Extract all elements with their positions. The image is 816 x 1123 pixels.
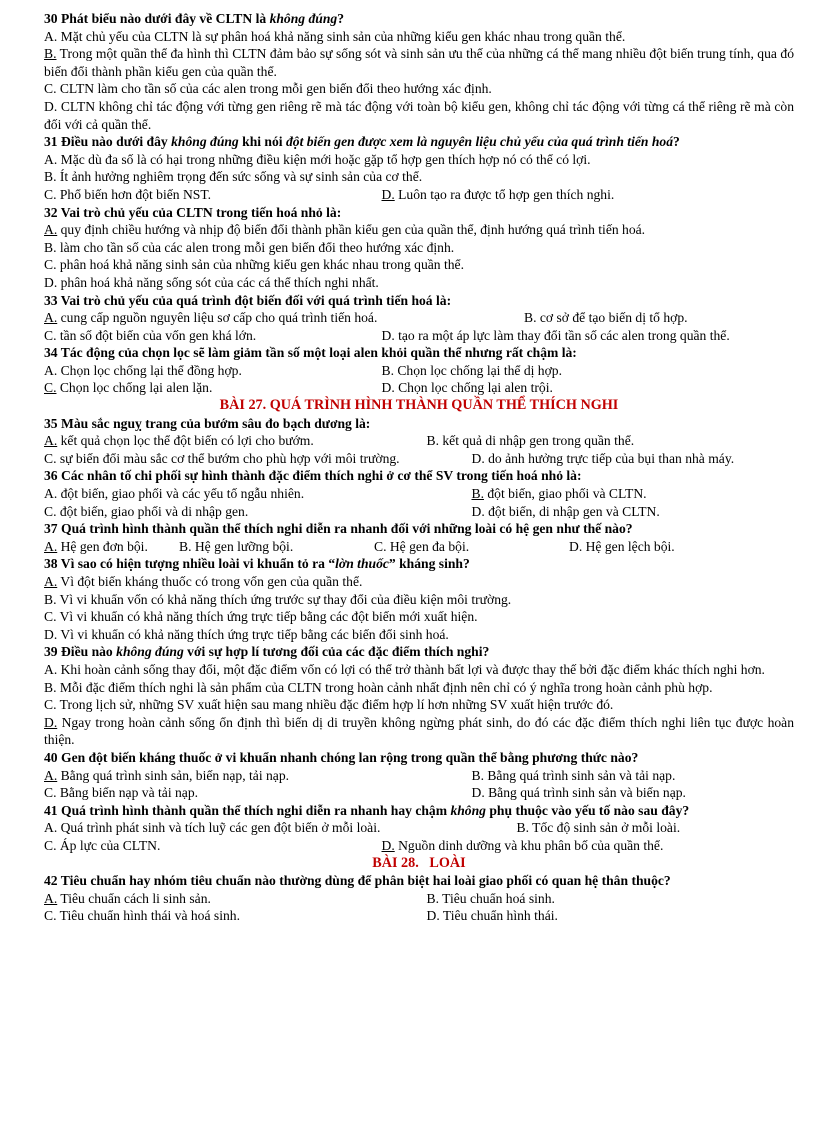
q42-option-b: B. Tiêu chuẩn hoá sinh. bbox=[426, 890, 555, 906]
question-33: 33 Vai trò chủ yếu của quá trình đột biến đối với quá trình tiến hoá là: bbox=[44, 292, 452, 308]
document-page bbox=[44, 10, 794, 925]
question-30 bbox=[44, 10, 794, 28]
question-40: 40 Gen đột biến kháng thuốc ở vi khuẩn nhanh chóng lan rộng trong quần thể bằng phương thức nào? bbox=[44, 749, 639, 765]
q30-answer-key: B. bbox=[44, 46, 57, 62]
section-heading-27: BÀI 27. QUÁ TRÌNH HÌNH THÀNH QUẦN THỂ THÍCH NGHI bbox=[219, 397, 619, 414]
q37-option-b: B. Hệ gen lưỡng bội. bbox=[179, 538, 294, 554]
q36-option-c: C. đột biến, giao phối và di nhập gen. bbox=[44, 503, 249, 519]
question-31-emphasis-1: không đúng bbox=[171, 134, 239, 150]
q37-option-a-text: Hệ gen đơn bội. bbox=[57, 538, 148, 554]
q30-option-c: C. CLTN làm cho tần số của các alen trong mỗi gen biến đổi theo hướng xác định. bbox=[44, 81, 492, 97]
q34-option-c bbox=[44, 379, 382, 397]
q32-option-b: B. làm cho tần số của các alen trong mỗi gen biến đổi theo hướng xác định. bbox=[44, 239, 455, 255]
q30-option-d: D. CLTN không chỉ tác động với từng gen riêng rẽ mà tác động với toàn bộ kiểu gen, không chỉ tác động với từng cá thể riêng rẽ mà còn đối với cả quần thể. bbox=[44, 98, 794, 132]
question-38-lead: 38 Vì sao có hiện tượng nhiều loài vi khuẩn tỏ ra “ bbox=[44, 556, 336, 572]
question-30-lead: 30 Phát biểu nào dưới đây về CLTN là bbox=[44, 11, 270, 26]
question-30-tail: ? bbox=[337, 11, 344, 26]
q36-options-ab bbox=[44, 485, 794, 503]
q34-options-cd bbox=[44, 379, 794, 397]
q35-option-b: B. kết quả di nhập gen trong quần thể. bbox=[426, 433, 635, 449]
question-41 bbox=[44, 802, 794, 820]
q37-answer-key: A. bbox=[44, 538, 58, 554]
section-heading-28: BÀI 28. LOÀI bbox=[372, 854, 466, 871]
q41-options-cd bbox=[44, 837, 794, 855]
q41-option-b: B. Tốc độ sinh sản ở mỗi loài. bbox=[516, 820, 681, 836]
q40-option-b: B. Bằng quá trình sinh sản và tải nạp. bbox=[471, 767, 676, 783]
q36-options-cd bbox=[44, 503, 794, 521]
q35-option-a bbox=[44, 432, 427, 450]
q41-option-d bbox=[382, 837, 795, 855]
q40-option-a bbox=[44, 767, 472, 785]
q42-option-a bbox=[44, 890, 427, 908]
question-35: 35 Màu sắc nguỵ trang của bướm sâu đo bạch dương là: bbox=[44, 415, 371, 431]
question-41-lead: 41 Quá trình hình thành quần thể thích nghi diễn ra nhanh hay chậm bbox=[44, 802, 451, 818]
question-36: 36 Các nhân tố chi phối sự hình thành đặc điểm thích nghi ở cơ thể SV trong tiến hoá nhỏ là: bbox=[44, 468, 582, 484]
q35-option-c: C. sự biến đổi màu sắc cơ thể bướm cho phù hợp với môi trường. bbox=[44, 450, 400, 466]
question-38-emphasis: lờn thuốc bbox=[335, 556, 389, 572]
q36-option-a: A. đột biến, giao phối và các yếu tố ngẫu nhiên. bbox=[44, 486, 305, 502]
q39-answer-key: D. bbox=[44, 714, 58, 730]
q35-options-cd bbox=[44, 450, 794, 468]
q34-option-b: B. Chọn lọc chống lại thể dị hợp. bbox=[381, 362, 562, 378]
question-39-emphasis: không đúng bbox=[116, 644, 184, 660]
question-38-tail: ” kháng sinh? bbox=[388, 556, 470, 572]
q32-option-a bbox=[44, 221, 794, 239]
q40-options-ab bbox=[44, 767, 794, 785]
question-38 bbox=[44, 555, 794, 573]
q33-options-cd bbox=[44, 327, 794, 345]
q31-answer-key: D. bbox=[381, 186, 395, 202]
q33-option-a bbox=[44, 309, 524, 327]
q35-answer-key: A. bbox=[44, 433, 58, 449]
q38-option-d: D. Vì vi khuẩn có khả năng thích ứng trực tiếp bằng các biến đổi sinh hoá. bbox=[44, 626, 449, 642]
q33-option-d: D. tạo ra một áp lực làm thay đổi tần số các alen trong quần thể. bbox=[381, 327, 730, 343]
q32-option-a-text: quy định chiều hướng và nhịp độ biến đổi thành phần kiểu gen của quần thể, định hướng quá trình tiến hoá. bbox=[57, 222, 646, 238]
question-41-emphasis: không bbox=[450, 802, 486, 818]
q37-option-a bbox=[44, 538, 179, 556]
q40-option-d: D. Bằng quá trình sinh sản và biến nạp. bbox=[471, 785, 686, 801]
q32-option-c: C. phân hoá khả năng sinh sản của những kiểu gen khác nhau trong quần thể. bbox=[44, 257, 464, 273]
q37-options bbox=[44, 538, 794, 556]
q42-option-c: C. Tiêu chuẩn hình thái và hoá sinh. bbox=[44, 908, 240, 924]
q42-option-d: D. Tiêu chuẩn hình thái. bbox=[426, 908, 558, 924]
q32-option-d: D. phân hoá khả năng sống sót của các cá thể thích nghi nhất. bbox=[44, 274, 379, 290]
q36-answer-key: B. bbox=[471, 486, 484, 502]
q33-option-a-text: cung cấp nguồn nguyên liệu sơ cấp cho quá trình tiến hoá. bbox=[57, 310, 378, 326]
q37-option-d: D. Hệ gen lệch bội. bbox=[569, 538, 675, 554]
q31-option-b: B. Ít ảnh hưởng nghiêm trọng đến sức sống và sự sinh sản của cơ thể. bbox=[44, 169, 423, 185]
q30-option-b bbox=[44, 45, 794, 80]
question-42: 42 Tiêu chuẩn hay nhóm tiêu chuẩn nào thường dùng để phân biệt hai loài giao phối có quan hệ thân thuộc? bbox=[44, 873, 671, 889]
q39-option-a: A. Khi hoàn cảnh sống thay đổi, một đặc điểm vốn có lợi có thể trở thành bất lợi và được thay thế bởi đặc điểm khác thích nghi hơn. bbox=[44, 661, 765, 677]
question-39 bbox=[44, 643, 794, 661]
q42-answer-key: A. bbox=[44, 890, 58, 906]
q40-option-c: C. Bằng biến nạp và tải nạp. bbox=[44, 785, 199, 801]
q33-option-b: B. cơ sở để tạo biến dị tổ hợp. bbox=[524, 310, 688, 326]
q35-options-ab bbox=[44, 432, 794, 450]
q33-options-ab bbox=[44, 309, 794, 327]
q35-option-a-text: kết quả chọn lọc thể đột biến có lợi cho bướm. bbox=[57, 433, 314, 449]
q31-option-a: A. Mặc dù đa số là có hại trong những điều kiện mới hoặc gặp tổ hợp gen thích hợp nó có thể có lợi. bbox=[44, 151, 591, 167]
q36-option-b-text: đột biến, giao phối và CLTN. bbox=[483, 486, 647, 502]
q42-options-cd bbox=[44, 907, 794, 925]
q38-option-c: C. Vì vi khuẩn có khả năng thích ứng trực tiếp bằng các đột biến mới xuất hiện. bbox=[44, 609, 478, 625]
q41-answer-key: D. bbox=[381, 837, 395, 853]
question-41-tail: phụ thuộc vào yếu tố nào sau đây? bbox=[485, 802, 690, 818]
q31-option-d-text: Luôn tạo ra được tổ hợp gen thích nghi. bbox=[394, 186, 615, 202]
q33-option-c: C. tần số đột biến của vốn gen khá lớn. bbox=[44, 327, 257, 343]
q39-option-d-text: Ngay trong hoàn cảnh sống ổn định thì biến dị di truyền không ngừng phát sinh, do đó các đặc điểm thích nghi liên tục được hoàn thiện. bbox=[44, 714, 794, 748]
q31-option-d bbox=[382, 186, 795, 204]
question-32: 32 Vai trò chủ yếu của CLTN trong tiến hoá nhỏ là: bbox=[44, 204, 342, 220]
q30-option-a: A. Mặt chủ yếu của CLTN là sự phân hoá khả năng sinh sản của những kiểu gen khác nhau trong quần thể. bbox=[44, 28, 626, 44]
q34-option-d: D. Chọn lọc chống lại alen trội. bbox=[381, 380, 553, 396]
question-31-mid: khi nói bbox=[238, 134, 286, 150]
q33-answer-key: A. bbox=[44, 310, 58, 326]
q34-option-a: A. Chọn lọc chống lại thể đồng hợp. bbox=[44, 362, 242, 378]
q38-answer-key: A. bbox=[44, 574, 58, 589]
q42-option-a-text: Tiêu chuẩn cách li sinh sản. bbox=[57, 890, 211, 906]
q41-option-c: C. Áp lực của CLTN. bbox=[44, 837, 161, 853]
question-30-emphasis: không đúng bbox=[269, 11, 338, 26]
q40-answer-key: A. bbox=[44, 767, 58, 783]
q40-option-a-text: Bằng quá trình sinh sản, biến nạp, tải nạp. bbox=[57, 767, 290, 783]
q31-option-c: C. Phổ biến hơn đột biến NST. bbox=[44, 186, 212, 202]
question-34: 34 Tác động của chọn lọc sẽ làm giảm tần số một loại alen khỏi quần thể nhưng rất chậm là: bbox=[44, 345, 577, 361]
q37-option-c: C. Hệ gen đa bội. bbox=[374, 538, 470, 554]
q41-option-a: A. Quá trình phát sinh và tích luỹ các gen đột biến ở mỗi loài. bbox=[44, 820, 381, 836]
question-37: 37 Quá trình hình thành quần thể thích nghi diễn ra nhanh đối với những loài có hệ gen như thế nào? bbox=[44, 521, 633, 537]
q38-option-a-text: Vì đột biến kháng thuốc có trong vốn gen của quần thể. bbox=[57, 574, 363, 589]
question-39-tail: với sự hợp lí tương đối của các đặc điểm thích nghi? bbox=[183, 644, 490, 660]
q41-options-ab bbox=[44, 819, 794, 837]
question-31-lead: 31 Điều nào dưới đây bbox=[44, 134, 172, 150]
question-39-lead: 39 Điều nào bbox=[44, 644, 117, 660]
q38-option-b: B. Vì vi khuẩn vốn có khả năng thích ứng trước sự thay đổi của điều kiện môi trường. bbox=[44, 591, 512, 607]
question-31-tail: ? bbox=[673, 134, 680, 150]
q30-option-b-text: Trong một quần thể đa hình thì CLTN đảm bảo sự sống sót và sinh sản ưu thế của những cá thể mang nhiều đột biến trung tính, qua đó biến đổi thành phần kiểu gen của quần thể. bbox=[44, 46, 794, 79]
question-31 bbox=[44, 133, 794, 151]
q39-option-d bbox=[44, 714, 794, 749]
q39-option-c: C. Trong lịch sử, những SV xuất hiện sau mang nhiều đặc điểm hợp lí hơn những SV xuất hiện trước đó. bbox=[44, 697, 614, 713]
q42-options-ab bbox=[44, 890, 794, 908]
q31-options-cd bbox=[44, 186, 794, 204]
q36-option-d: D. đột biến, di nhập gen và CLTN. bbox=[471, 503, 660, 519]
q34-options-ab bbox=[44, 362, 794, 380]
question-31-emphasis-2: đột biến gen được xem là nguyên liệu chủ yếu của quá trình tiến hoá bbox=[285, 134, 674, 150]
q41-option-d-text: Nguồn dinh dưỡng và khu phân bố của quần thể. bbox=[394, 837, 664, 853]
q34-answer-key: C. bbox=[44, 380, 57, 396]
q40-options-cd bbox=[44, 784, 794, 802]
q32-answer-key: A. bbox=[44, 222, 58, 238]
q39-option-b: B. Mỗi đặc điểm thích nghi là sản phẩm của CLTN trong hoàn cảnh nhất định nên chỉ có ý nghĩa trong hoàn cảnh phù hợp. bbox=[44, 679, 713, 695]
q38-option-a bbox=[44, 573, 794, 591]
q36-option-b bbox=[472, 485, 795, 503]
q34-option-c-text: Chọn lọc chống lại alen lặn. bbox=[56, 380, 213, 396]
q35-option-d: D. do ảnh hưởng trực tiếp của bụi than nhà máy. bbox=[471, 450, 735, 466]
